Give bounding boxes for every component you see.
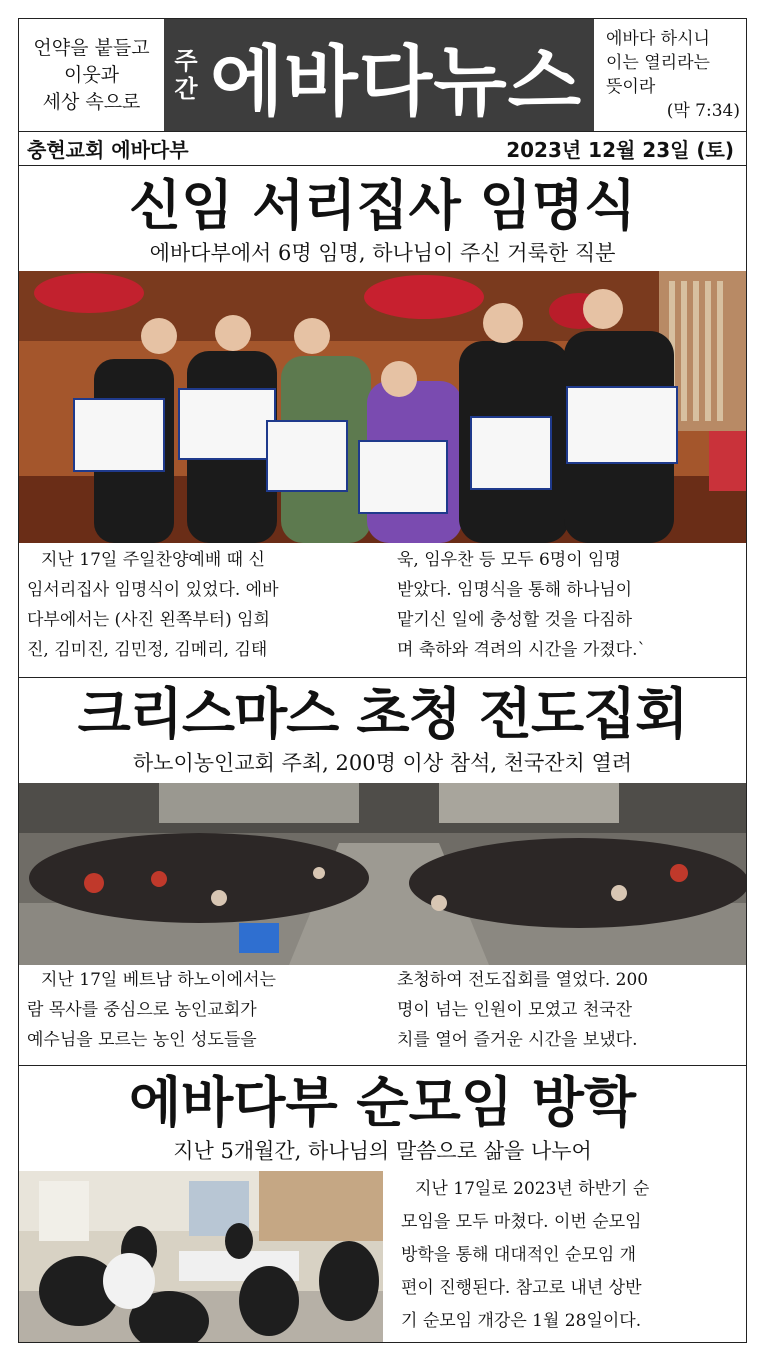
photo-christmas-gathering	[19, 783, 746, 965]
article-2-column-left	[27, 965, 373, 1055]
article-3-headline: 에바다부 순모임 방학	[128, 1071, 637, 1134]
weekly-label	[168, 47, 204, 103]
issue-date: 2023년 12월 23일 (토)	[506, 138, 734, 162]
body-line: 편이 진행된다. 참고로 내년 상반	[401, 1278, 642, 1298]
body-line: 람 목사를 중심으로 농인교회가	[27, 1000, 257, 1020]
body-line: 초청하여 전도집회를 열었다. 200	[397, 970, 649, 990]
body-line: 지난 17일 주일찬양예배 때 신	[41, 550, 265, 570]
article-2-subhead: 하노이농인교회 주최, 200명 이상 참석, 천국잔치 열려	[132, 751, 633, 775]
body-line: 맡기신 일에 충성할 것을 다짐하	[397, 610, 633, 630]
masthead-title-block	[164, 19, 594, 131]
photo-ordination-ceremony	[19, 271, 746, 543]
masthead	[19, 19, 746, 131]
article-3-column	[401, 1173, 737, 1338]
weekly-label-top: 주	[174, 47, 198, 75]
verse-line: 에바다 하시니	[606, 29, 710, 49]
masthead-verse	[594, 19, 746, 131]
article-3-subhead: 지난 5개월간, 하나님의 말씀으로 삶을 나누어	[173, 1139, 592, 1163]
body-line: 받았다. 임명식을 통해 하나님이	[397, 580, 633, 600]
article-1-headline: 신임 서리집사 임명식	[128, 174, 637, 237]
article-1-column-right	[397, 545, 737, 665]
weekly-label-bottom: 간	[174, 75, 198, 103]
publisher-name: 충현교회 에바다부	[27, 138, 189, 162]
info-bar	[19, 131, 746, 166]
article-2-headline: 크리스마스 초청 전도집회	[77, 682, 688, 746]
body-line: 다부에서는 (사진 왼쪽부터) 임희	[27, 610, 270, 630]
article-1-subhead: 에바다부에서 6명 임명, 하나님이 주신 거룩한 직분	[149, 241, 616, 265]
verse-line: 뜻이라	[606, 77, 656, 97]
motto-line: 이웃과	[63, 63, 120, 86]
motto-line: 세상 속으로	[42, 90, 141, 113]
verse-reference: (막 7:34)	[666, 101, 740, 121]
body-line: 방학을 통해 대대적인 순모임 개	[401, 1245, 637, 1265]
body-line: 모임을 모두 마쳤다. 이번 순모임	[401, 1212, 642, 1232]
body-line: 명이 넘는 인원이 모였고 천국잔	[397, 1000, 633, 1020]
body-line: 예수님을 모르는 농인 성도들을	[27, 1030, 257, 1050]
body-line: 진, 김미진, 김민정, 김메리, 김태	[27, 640, 268, 660]
body-line: 지난 17일 베트남 하노이에서는	[41, 970, 276, 990]
article-2-column-right	[397, 965, 737, 1055]
photo-small-group-meeting	[19, 1171, 383, 1342]
body-line: 기 순모임 개강은 1월 28일이다.	[401, 1311, 642, 1331]
motto-line: 언약을 붙들고	[33, 36, 150, 59]
article-1-column-left	[27, 545, 373, 665]
body-line: 지난 17일로 2023년 하반기 순	[415, 1179, 650, 1199]
body-line: 욱, 임우찬 등 모두 6명이 임명	[397, 550, 621, 570]
newsletter-page	[18, 18, 747, 1343]
section-divider	[19, 677, 746, 678]
newsletter-title: 에바다뉴스	[210, 36, 583, 126]
section-divider	[19, 1065, 746, 1066]
masthead-motto	[19, 19, 164, 131]
body-line: 치를 열어 즐거운 시간을 보냈다.	[397, 1030, 638, 1050]
body-line: 며 축하와 격려의 시간을 가졌다.`	[397, 640, 647, 660]
body-line: 임서리집사 임명식이 있었다. 에바	[27, 580, 279, 600]
verse-line: 이는 열리라는	[606, 53, 710, 73]
